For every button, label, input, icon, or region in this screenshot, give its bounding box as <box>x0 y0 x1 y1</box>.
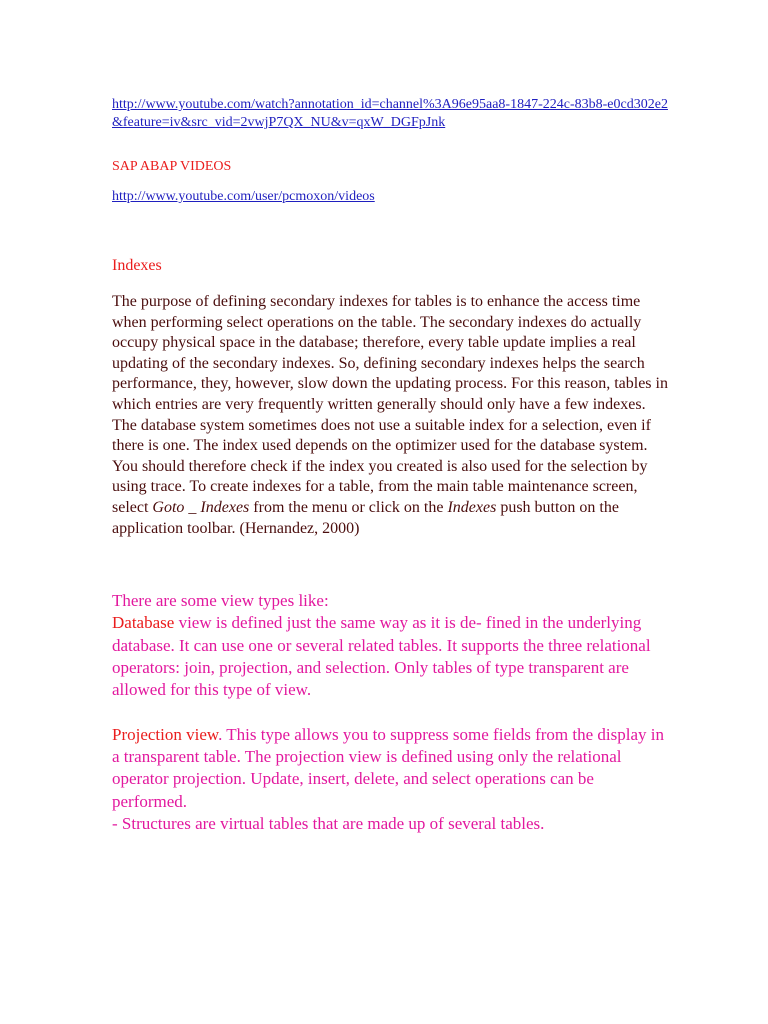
indexes-text-part3: from the menu or click on the <box>249 498 448 516</box>
indexes-text-part2: The database system sometimes does not use a suitable index for a selection, even if there is one. The index used depends on the optimizer used for the database system. You should therefore check if the index you created is also used for the selection by using trace. To create indexes for a table, from the main table maintenance screen, select <box>112 416 651 516</box>
user-videos-link[interactable]: http://www.youtube.com/user/pcmoxon/videos <box>112 189 375 204</box>
annotation-video-link[interactable]: http://www.youtube.com/watch?annotation_id=channel%3A96e95aa8-1847-224c-83b8-e0cd302e2&feature=iv&src_vid=2vwjP7QX_NU&v=qxW_DGFpJnk <box>112 97 668 130</box>
indexes-text-part4: push button on the application toolbar. (Hernandez, 2000) <box>112 498 619 537</box>
database-view-text: view is defined just the same way as it is de- fined in the underlying database. It can use one or several related tables. It supports the three relational operators: join, projection, and selection. Only tables of type transparent are allowed for this type of view. <box>112 613 651 700</box>
indexes-button-name: Indexes <box>447 498 497 516</box>
projection-view-label: Projection view <box>112 724 219 744</box>
indexes-heading: Indexes <box>112 257 162 274</box>
view-types-intro: There are some view types like: <box>112 591 329 611</box>
structures-paragraph: - Structures are virtual tables that are made up of several tables. <box>112 813 545 833</box>
database-view-paragraph <box>112 612 672 701</box>
sap-abap-videos-heading: SAP ABAP VIDEOS <box>112 159 232 174</box>
indexes-text-part1: The purpose of defining secondary indexes for tables is to enhance the access time when performing select operations on the table. The secondary indexes do actually occupy physical space in the database; therefore, every table update implies a real updating of the secondary indexes. So, defining secondary indexes helps the search performance, they, however, slow down the updating process. For this reason, tables in which entries are very frequently written generally should only have a few indexes. <box>112 293 668 413</box>
projection-view-paragraph <box>112 724 672 813</box>
view-types-section <box>112 590 672 835</box>
database-view-label: Database <box>112 613 175 633</box>
document-page <box>112 92 672 835</box>
projection-view-text: . This type allows you to suppress some fields from the display in a transparent table. The projection view is defined using only the relational operator projection. Update, insert, delete, and select operations can be performed. <box>112 724 664 811</box>
goto-indexes-menu-path: Goto _ Indexes <box>152 498 250 516</box>
indexes-paragraph <box>112 292 672 539</box>
